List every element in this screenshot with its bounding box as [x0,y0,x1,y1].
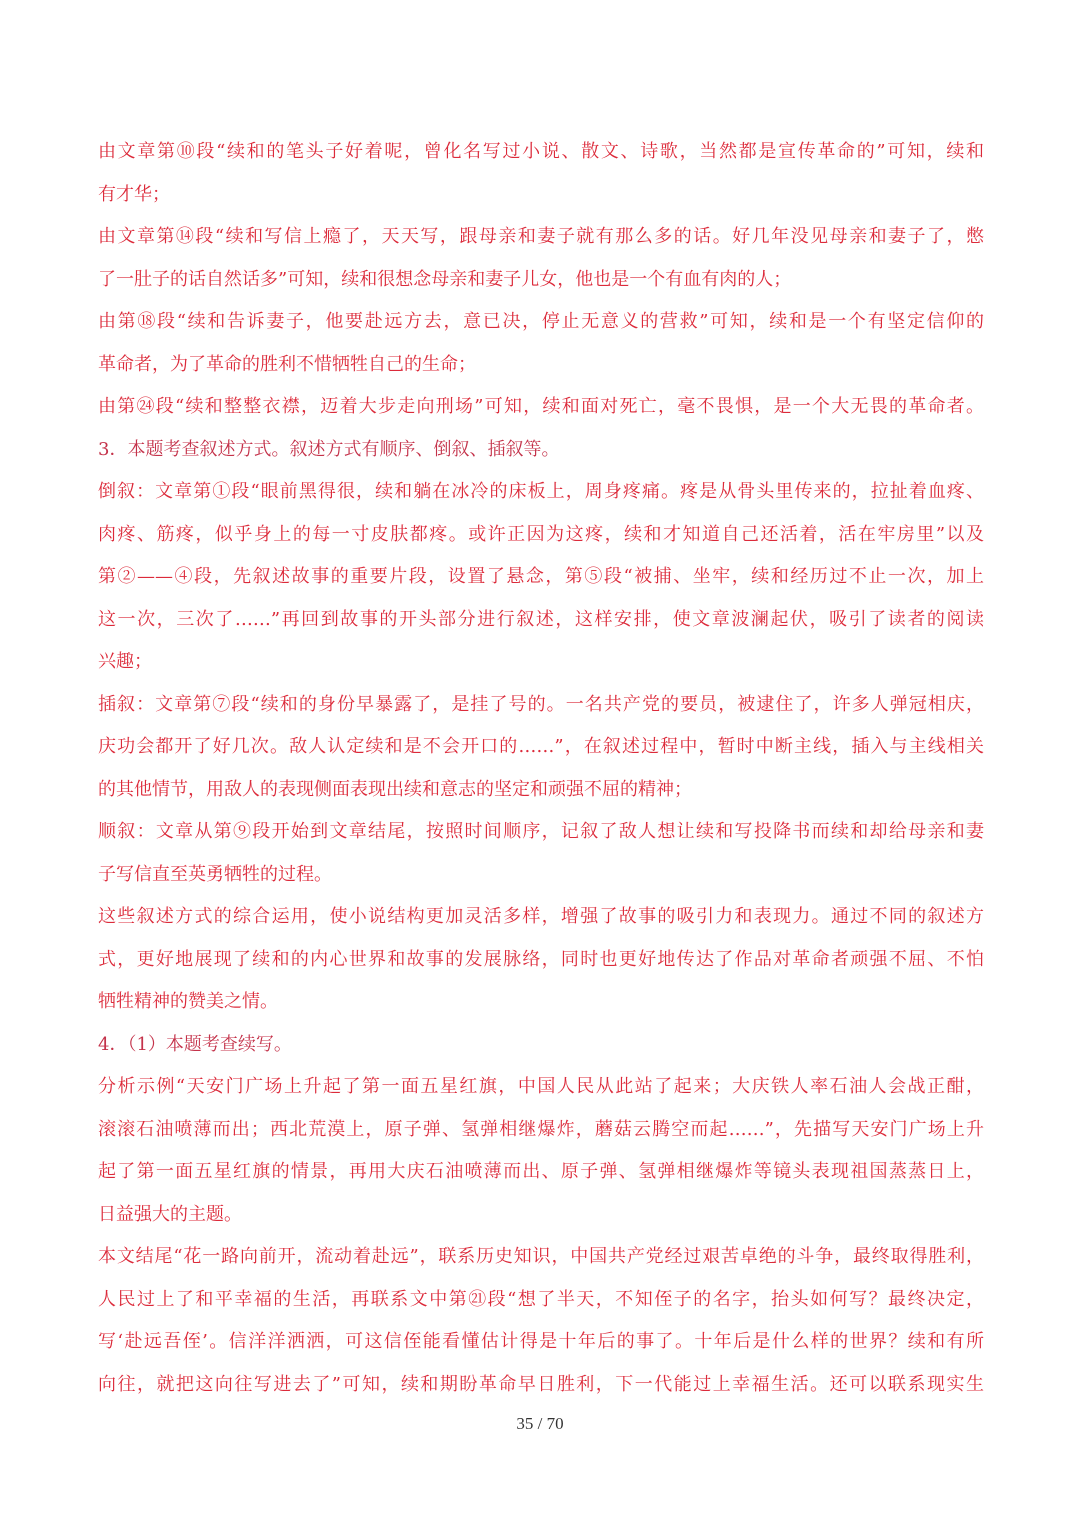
text-line: 向往，就把这向往写进去了”可知，续和期盼革命早日胜利，下一代能过上幸福生活。还可以联系现实生 [98,1373,984,1395]
answer-text-body [98,138,984,1413]
section-heading-line: 3．本题考查叙述方式。叙述方式有顺序、倒叙、插叙等。 [98,438,560,460]
text-line: 有才华； [98,183,170,205]
text-line: 人民过上了和平幸福的生活，再联系文中第㉑段“想了半天，不知侄子的名字，抬头如何写？最终决定， [98,1288,984,1310]
text-line: 第②——④段，先叙述故事的重要片段，设置了悬念，第⑤段“被捕、坐牢，续和经历过不止一次，加上 [98,566,984,587]
text-line: 式，更好地展现了续和的内心世界和故事的发展脉络，同时也更好地传达了作品对革命者顽强不屈、不怕 [98,948,984,970]
text-line: 了一肚子的话自然话多”可知，续和很想念母亲和妻子儿女，他也是一个有血有肉的人； [98,268,792,290]
text-line: 分析示例“天安门广场上升起了第一面五星红旗，中国人民从此站了起来；大庆铁人率石油人会战正酣， [98,1076,984,1097]
page-number: 35 / 70 [516,1414,564,1433]
text-line: 这一次，三次了……”再回到故事的开头部分进行叙述，这样安排，使文章波澜起伏，吸引了读者的阅读 [98,608,984,630]
text-line: 起了第一面五星红旗的情景，再用大庆石油喷薄而出、原子弹、氢弹相继爆炸等镜头表现祖国蒸蒸日上， [98,1161,984,1182]
text-line: 滚滚石油喷薄而出；西北荒漠上，原子弹、氢弹相继爆炸，蘑菇云腾空而起……”，先描写天安门广场上升 [98,1118,984,1140]
text-line: 庆功会都开了好几次。敌人认定续和是不会开口的……”，在叙述过程中，暂时中断主线，插入与主线相关 [98,736,984,757]
text-line: 子写信直至英勇牺牲的过程。 [98,863,332,885]
text-line: 写‘赴远吾侄’。信洋洋洒洒，可这信侄能看懂估计得是十年后的事了。十年后是什么样的世界？续和有所 [98,1331,984,1352]
text-line: 本文结尾“花一路向前开，流动着赴远”，联系历史知识，中国共产党经过艰苦卓绝的斗争，最终取得胜利， [98,1246,984,1267]
text-line: 革命者，为了革命的胜利不惜牺牲自己的生命； [98,353,476,375]
section-heading-line: 4．（1）本题考查续写。 [98,1033,292,1055]
text-line: 顺叙：文章从第⑨段开始到文章结尾，按照时间顺序，记叙了敌人想让续和写投降书而续和却给母亲和妻 [98,821,984,842]
text-line: 倒叙：文章第①段“眼前黑得很，续和躺在冰冷的床板上，周身疼痛。疼是从骨头里传来的，拉扯着血疼、 [98,481,984,502]
text-line: 由第⑱段“续和告诉妻子，他要赴远方去，意已决，停止无意义的营救”可知，续和是一个有坚定信仰的 [98,311,984,332]
text-line: 牺牲精神的赞美之情。 [98,991,278,1012]
text-line: 肉疼、筋疼，似乎身上的每一寸皮肤都疼。或许正因为这疼，续和才知道自己还活着，活在牢房里”以及 [98,523,984,545]
text-line: 的其他情节，用敌人的表现侧面表现出续和意志的坚定和顽强不屈的精神； [98,778,692,800]
text-line: 日益强大的主题。 [98,1203,242,1225]
text-line: 兴趣； [98,651,152,672]
text-line: 插叙：文章第⑦段“续和的身份早暴露了，是挂了号的。一名共产党的要员，被逮住了，许多人弹冠相庆， [98,693,984,715]
text-line: 由文章第⑩段“续和的笔头子好着呢，曾化名写过小说、散文、诗歌，当然都是宣传革命的”可知，续和 [98,141,984,162]
text-line: 由文章第⑭段“续和写信上瘾了，天天写，跟母亲和妻子就有那么多的话。好几年没见母亲和妻子了，憋 [98,226,984,247]
text-line: 由第㉔段“续和整整衣襟，迈着大步走向刑场”可知，续和面对死亡，毫不畏惧，是一个大无畏的革命者。 [98,396,984,417]
text-line: 这些叙述方式的综合运用，使小说结构更加灵活多样，增强了故事的吸引力和表现力。通过不同的叙述方 [98,906,984,927]
